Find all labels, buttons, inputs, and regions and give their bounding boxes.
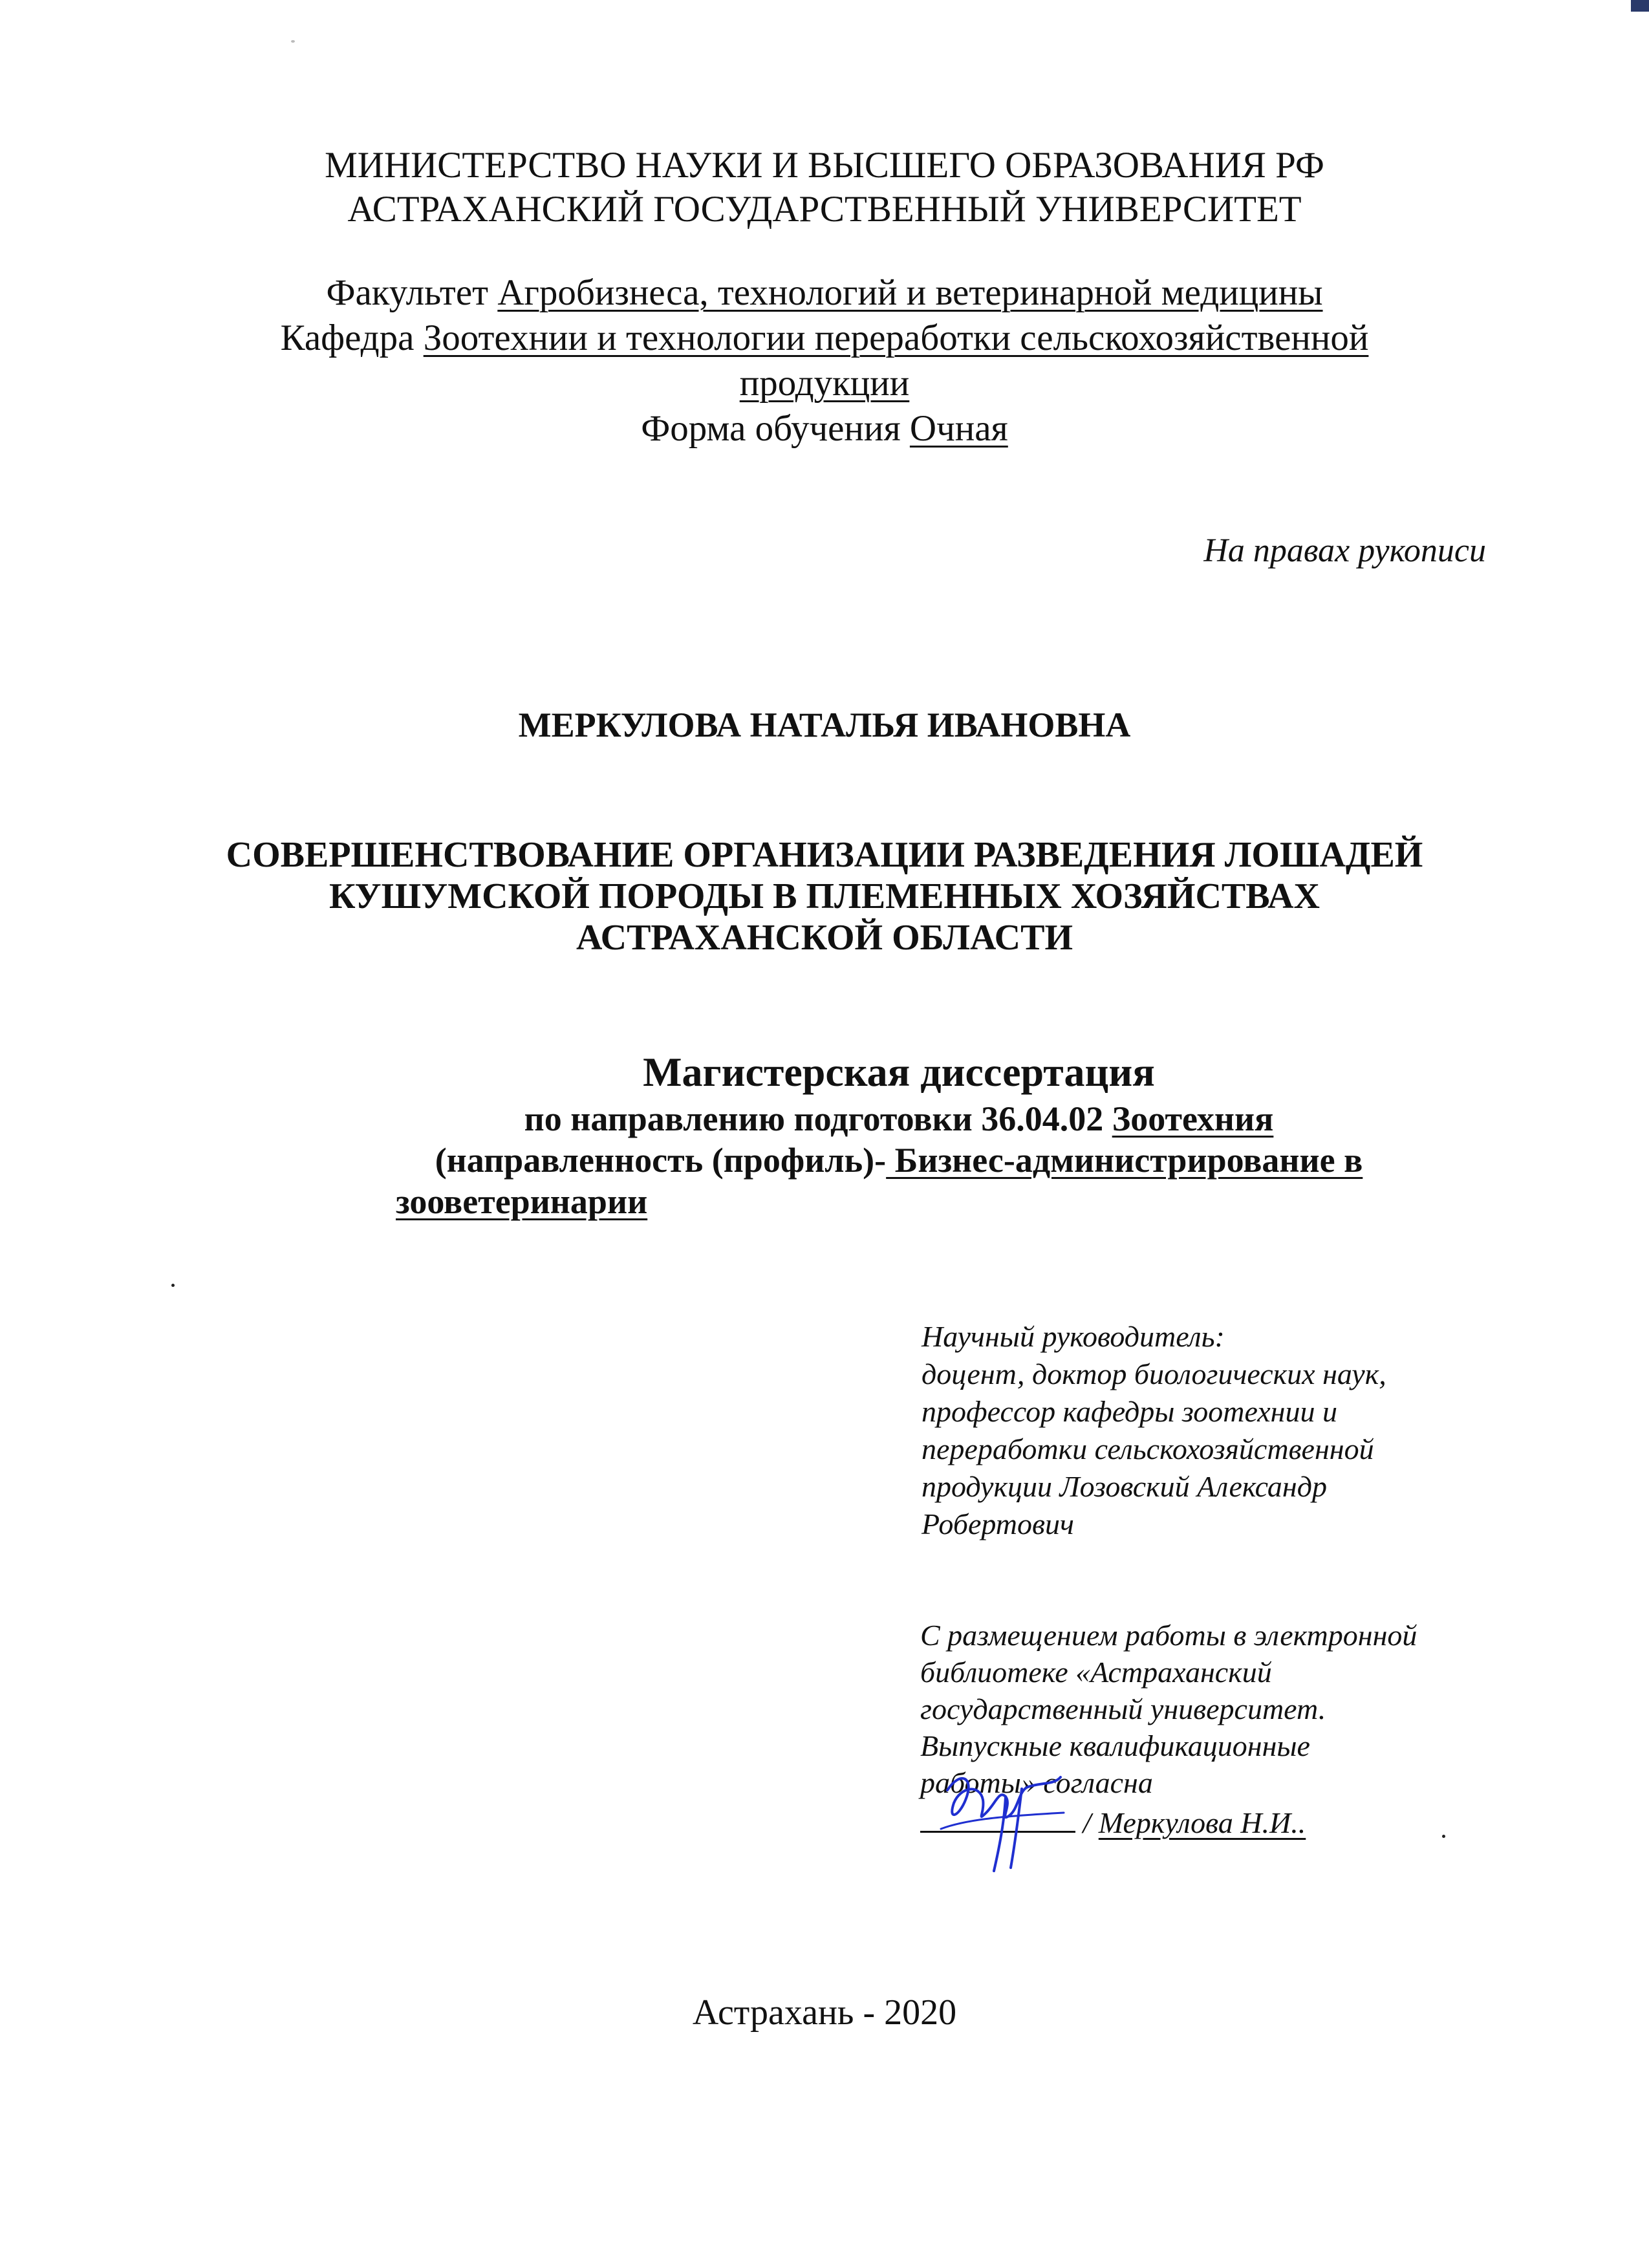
faculty-value: Агробизнеса, технологий и ветеринарной медицины — [497, 272, 1323, 313]
direction-label: по направлению подготовки 36.04.02 — [524, 1099, 1112, 1138]
title-line-1: СОВЕРШЕНСТВОВАНИЕ ОРГАНИЗАЦИИ РАЗВЕДЕНИЯ ЛОШАДЕЙ — [226, 835, 1423, 875]
signature-stroke-3 — [1011, 1789, 1022, 1868]
supervisor-heading: Научный руководитель: — [921, 1320, 1225, 1353]
supervisor-line-2: профессор кафедры зоотехнии и — [921, 1395, 1337, 1428]
handwritten-signature-image — [921, 1751, 1070, 1881]
consent-line-3: государственный университет. — [920, 1692, 1326, 1725]
faculty-line — [0, 270, 1649, 316]
profile-line-2 — [394, 1181, 1403, 1222]
profile-value-line2: зооветеринарии — [396, 1182, 648, 1221]
supervisor-line-1: доцент, доктор биологических наук, — [921, 1357, 1386, 1390]
title-line-2: КУШУМСКОЙ ПОРОДЫ В ПЛЕМЕННЫХ ХОЗЯЙСТВАХ — [329, 876, 1320, 916]
thesis-type: Магистерская диссертация — [643, 1049, 1155, 1095]
signature-separator: / — [1075, 1806, 1099, 1839]
department-value-line1: Зоотехнии и технологии переработки сельскохозяйственной — [423, 318, 1369, 358]
department-line — [0, 316, 1649, 361]
scan-speck — [1442, 1835, 1445, 1838]
thesis-info-block — [394, 1046, 1403, 1222]
faculty-label: Факультет — [326, 272, 498, 313]
profile-value-line1: Бизнес-администрирование в — [886, 1141, 1363, 1180]
faculty-department-block — [0, 270, 1649, 451]
profile-label: (направленность (профиль)- — [435, 1141, 887, 1180]
ministry-name: МИНИСТЕРСТВО НАУКИ И ВЫСШЕГО ОБРАЗОВАНИЯ РФ — [325, 145, 1324, 186]
supervisor-line-3: переработки сельскохозяйственной — [921, 1432, 1374, 1465]
supervisor-line-5: Робертович — [921, 1507, 1074, 1540]
department-label: Кафедра — [280, 318, 424, 358]
scan-corner-mark — [1631, 0, 1649, 12]
signer-name: Меркулова Н.И.. — [1098, 1806, 1306, 1839]
author-name: МЕРКУЛОВА НАТАЛЬЯ ИВАНОВНА — [518, 706, 1131, 744]
consent-line-4: Выпускные квалификационные — [920, 1729, 1310, 1762]
scan-speck — [171, 1284, 175, 1287]
thesis-title — [0, 834, 1649, 958]
header-block — [0, 144, 1649, 232]
signature-stroke-2 — [994, 1797, 1006, 1871]
study-form-value: Очная — [909, 408, 1008, 449]
supervisor-block — [921, 1318, 1386, 1543]
study-form-label: Форма обучения — [641, 408, 910, 449]
university-name: АСТРАХАНСКИЙ ГОСУДАРСТВЕННЫЙ УНИВЕРСИТЕТ — [347, 189, 1302, 230]
department-value-line2: продукции — [739, 363, 910, 404]
consent-line-5: работы» согласна — [920, 1766, 1153, 1799]
rights-note: На правах рукописи — [1203, 532, 1486, 569]
profile-line — [394, 1139, 1403, 1181]
direction-value: Зоотехния — [1112, 1099, 1274, 1138]
scan-speck — [291, 40, 295, 43]
title-line-3: АСТРАХАНСКОЙ ОБЛАСТИ — [576, 918, 1073, 958]
department-line-2 — [0, 361, 1649, 406]
city-year: Астрахань - 2020 — [692, 1993, 957, 2033]
consent-line-1: С размещением работы в электронной — [920, 1619, 1417, 1652]
consent-line-2: библиотеке «Астраханский — [920, 1656, 1272, 1689]
supervisor-line-4: продукции Лозовский Александр — [921, 1470, 1327, 1503]
direction-line — [394, 1098, 1403, 1139]
study-form-line — [0, 406, 1649, 451]
